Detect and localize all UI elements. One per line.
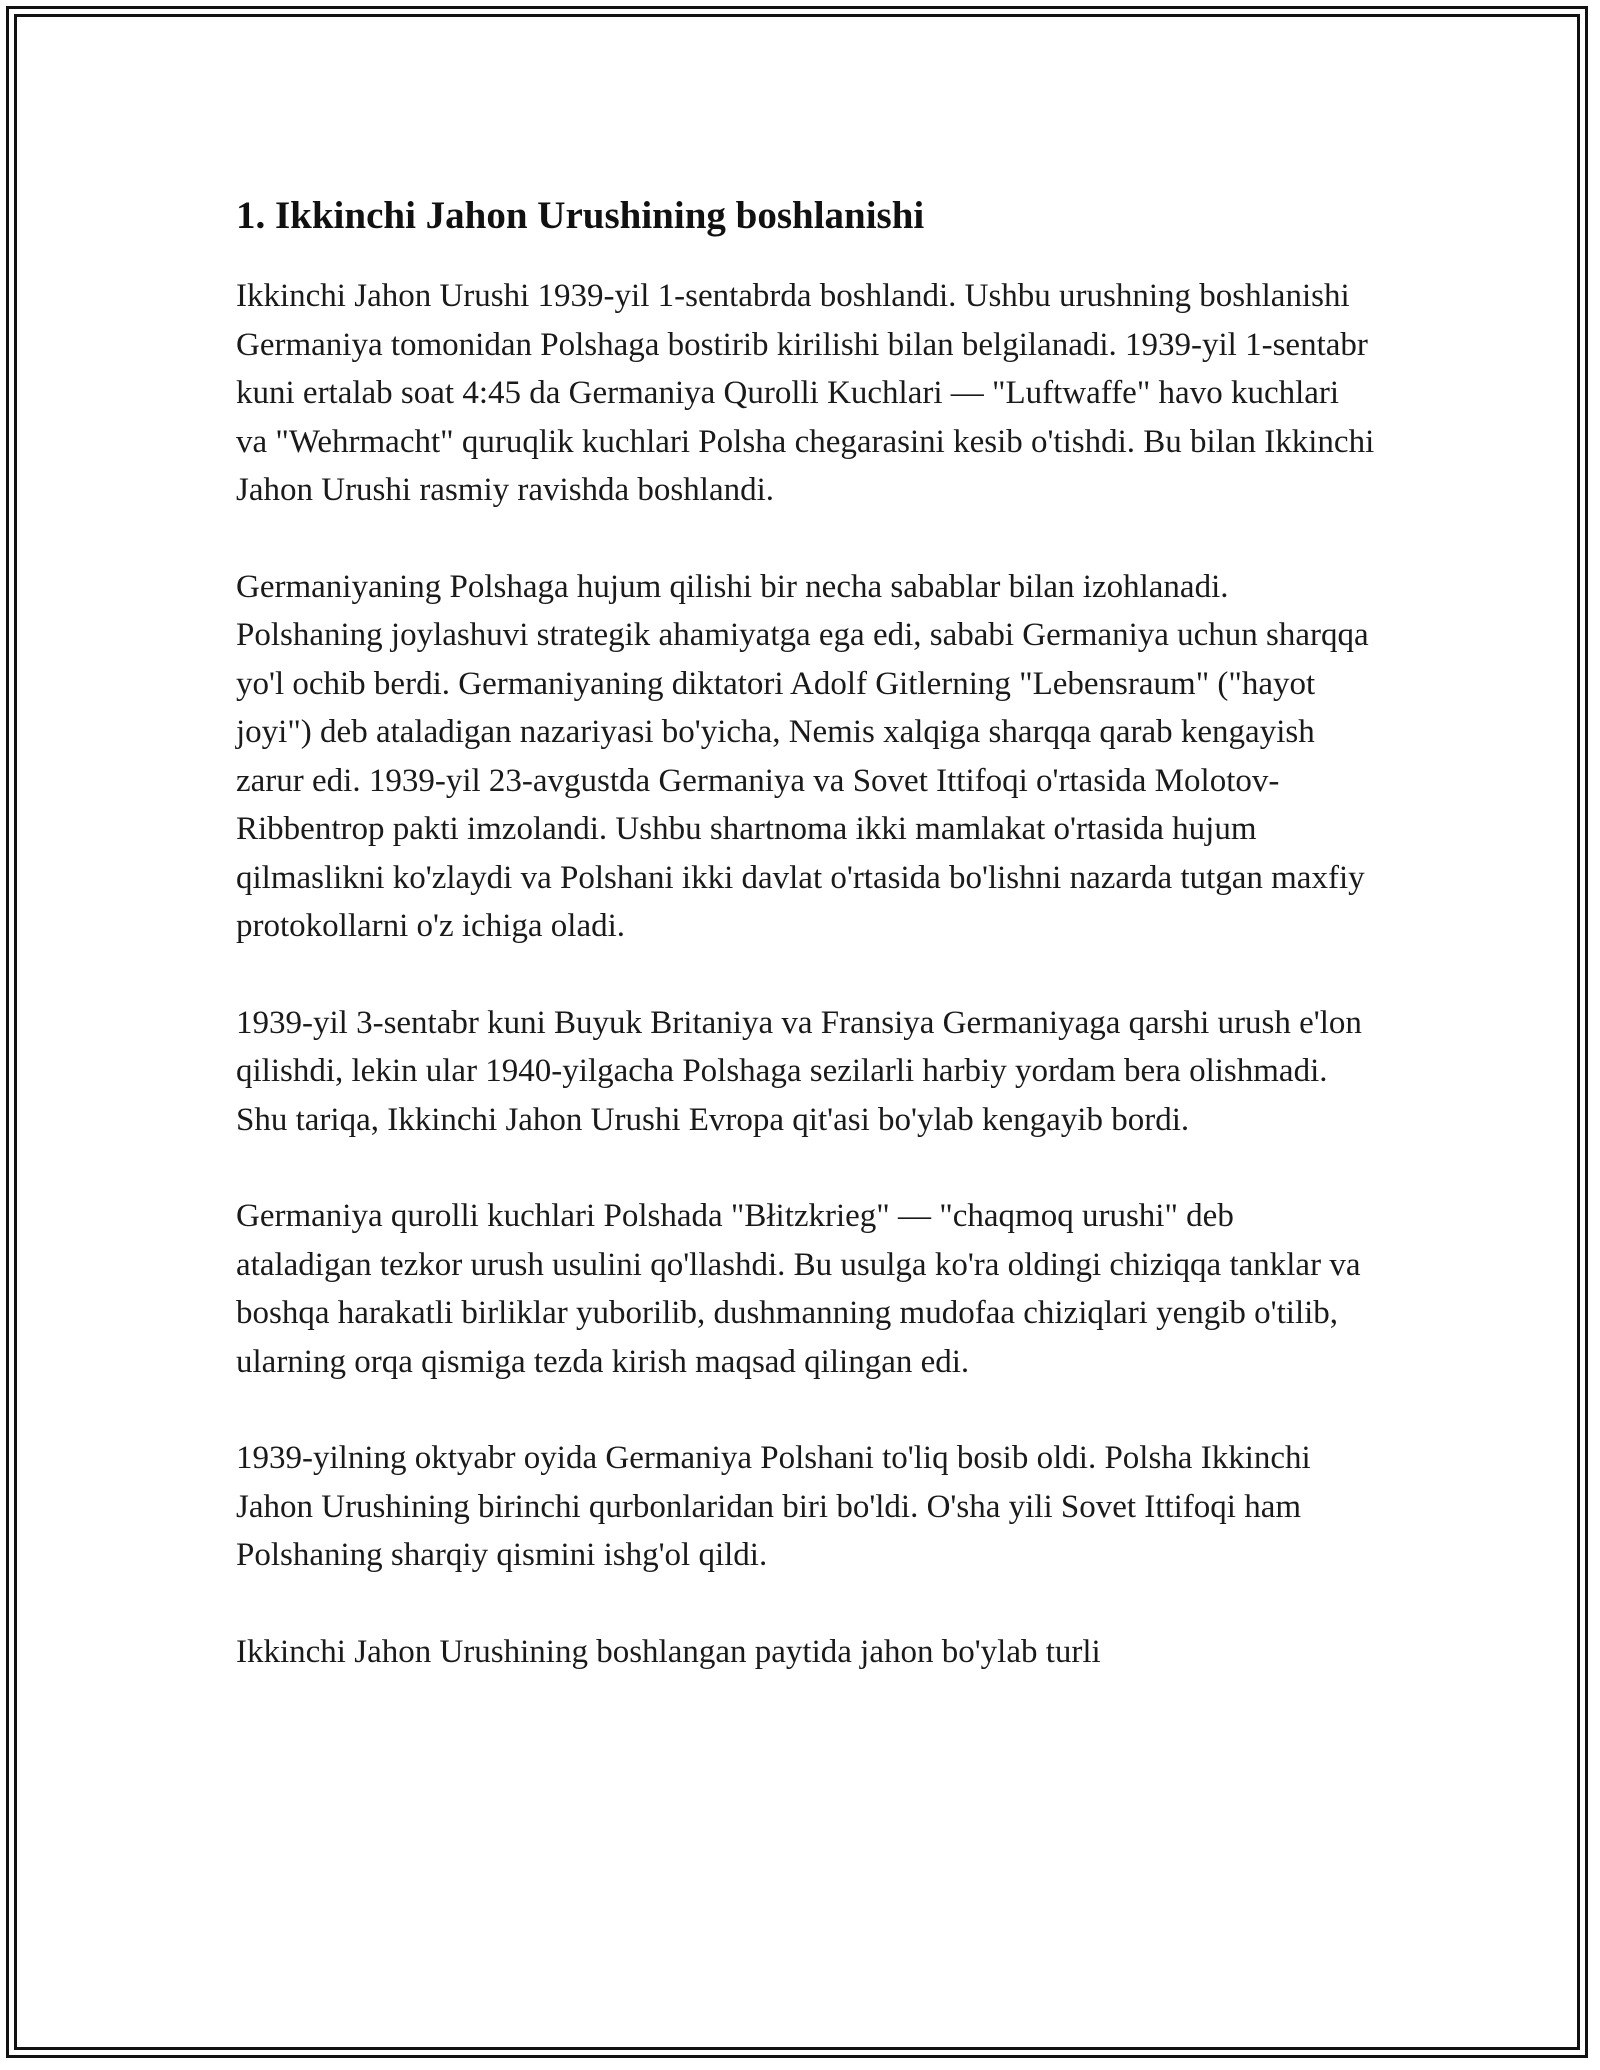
paragraph-3: 1939-yil 3-sentabr kuni Buyuk Britaniya va Fransiya Germaniyaga qarshi urush e'lon qilishdi, lekin ular 1940-yilgacha Polshaga sezilarli harbiy yordam bera olishmadi. Shu tariqa, Ikkinchi Jahon Urushi Evropa qit'asi bo'ylab kengayib bordi. (236, 1004, 1362, 1138)
paragraph-1: Ikkinchi Jahon Urushi 1939-yil 1-sentabrda boshlandi. Ushbu urushning boshlanishi Germaniya tomonidan Polshaga bostirib kirilishi bilan belgilanadi. 1939-yil 1-sentabr kuni ertalab soat 4:45 da Germaniya Qurolli Kuchlari — "Luftwaffe" havo kuchlari va "Wehrmacht" quruqlik kuchlari Polsha chegarasini kesib o'tishdi. Bu bilan Ikkinchi Jahon Urushi rasmiy ravishda boshlandi. (236, 278, 1375, 508)
paragraph-5: 1939-yilning oktyabr oyida Germaniya Polshani to'liq bosib oldi. Polsha Ikkinchi Jahon Urushining birinchi qurbonlaridan biri bo'ldi. O'sha yili Sovet Ittifoqi ham Polshaning sharqiy qismini ishg'ol qildi. (236, 1440, 1311, 1573)
paragraph-6: Ikkinchi Jahon Urushining boshlangan paytida jahon bo'ylab turli (236, 1633, 1101, 1670)
section-heading: 1. Ikkinchi Jahon Urushining boshlanishi (236, 194, 925, 237)
paragraph-4: Germaniya qurolli kuchlari Polshada "Błitzkrieg" — "chaqmoq urushi" deb ataladigan tezkor urush usulini qo'llashdi. Bu usulga ko'ra oldingi chiziqqa tanklar va boshqa harakatli birliklar yuborilib, dushmanning mudofaa chiziqlari yengib o'tilib, ularning orqa qismiga tezda kirish maqsad qilingan edi. (236, 1198, 1361, 1380)
document-body (236, 186, 1376, 1724)
paragraph-2: Germaniyaning Polshaga hujum qilishi bir necha sabablar bilan izohlanadi. Polshaning joylashuvi strategik ahamiyatga ega edi, sababi Germaniya uchun sharqqa yo'l ochib berdi. Germaniyaning diktatori Adolf Gitlerning "Lebensraum" ("hayot joyi") deb ataladigan nazariyasi bo'yicha, Nemis xalqiga sharqqa qarab kengayish zarur edi. 1939-yil 23-avgustda Germaniya va Sovet Ittifoqi o'rtasida Molotov-Ribbentrop pakti imzolandi. Ushbu shartnoma ikki mamlakat o'rtasida hujum qilmaslikni ko'zlaydi va Polshani ikki davlat o'rtasida bo'lishni nazarda tutgan maxfiy protokollarni o'z ichiga oladi. (236, 568, 1369, 944)
